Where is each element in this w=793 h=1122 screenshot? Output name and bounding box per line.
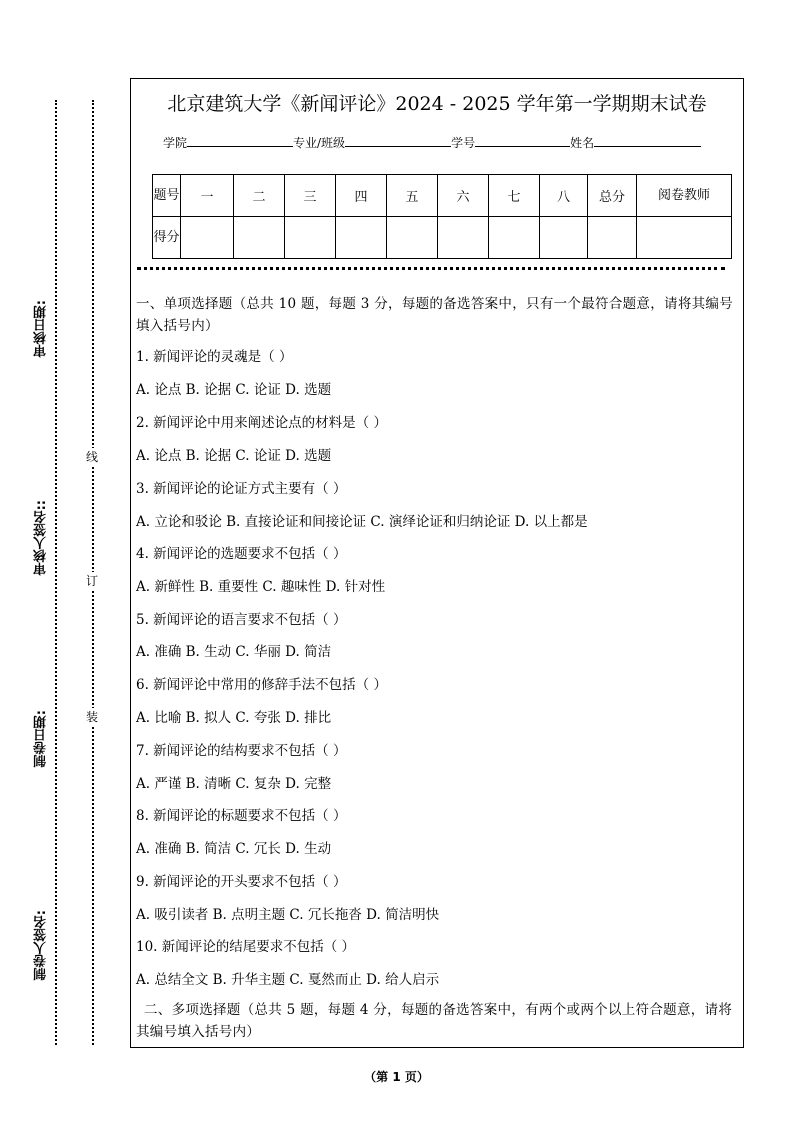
section2-heading: 二、多项选择题（总共 5 题，每题 4 分，每题的备选答案中，有两个或两个以上符合题意，请将其编号填入括号内） <box>136 1002 733 1040</box>
score-cell-3[interactable] <box>285 217 336 259</box>
exam-frame <box>130 78 744 1048</box>
q9-options: A. 吸引读者 B. 点明主题 C. 冗长拖沓 D. 简洁明快 <box>136 907 440 923</box>
score-header: 得分 <box>153 217 181 259</box>
q7-stem: 7. 新闻评论的结构要求不包括（ ） <box>136 743 347 759</box>
q5-options: A. 准确 B. 生动 C. 华丽 D. 简洁 <box>136 644 332 660</box>
binding-glyph-line: 线 <box>86 450 99 464</box>
q2-stem: 2. 新闻评论中用来阐述论点的材料是（ ） <box>136 415 387 431</box>
col-head-3: 三 <box>285 175 336 217</box>
q3-stem: 3. 新闻评论的论证方式主要有（ ） <box>136 481 347 497</box>
major-label: 专业/班级 <box>293 136 346 150</box>
q8-stem: 8. 新闻评论的标题要求不包括（ ） <box>136 808 347 824</box>
binding-dotted-line-outer <box>55 100 57 1045</box>
college-field[interactable] <box>187 134 293 147</box>
q2-options: A. 论点 B. 论据 C. 论证 D. 选题 <box>136 448 332 464</box>
major-field[interactable] <box>345 134 451 147</box>
exam-title: 北京建筑大学《新闻评论》2024 - 2025 学年第一学期期末试卷 <box>167 93 707 115</box>
grader-cell[interactable] <box>637 217 732 259</box>
col-head-7: 七 <box>489 175 540 217</box>
score-cell-7[interactable] <box>489 217 540 259</box>
student-info-row <box>163 134 701 151</box>
score-cell-total[interactable] <box>588 217 637 259</box>
score-cell-5[interactable] <box>387 217 438 259</box>
score-table-row-question <box>153 175 732 217</box>
col-head-2: 二 <box>234 175 285 217</box>
q8-options: A. 准确 B. 简洁 C. 冗长 D. 生动 <box>136 841 332 857</box>
review-date-label: 审核日期: <box>34 300 49 358</box>
q10-stem: 10. 新闻评论的结尾要求不包括（ ） <box>136 939 356 955</box>
binding-glyph-bind: 订 <box>86 574 99 588</box>
q6-options: A. 比喻 B. 拟人 C. 夸张 D. 排比 <box>136 710 332 726</box>
q9-stem: 9. 新闻评论的开头要求不包括（ ） <box>136 874 347 890</box>
col-head-total: 总分 <box>588 175 637 217</box>
dotted-separator <box>137 267 725 270</box>
col-head-4: 四 <box>336 175 387 217</box>
col-head-1: 一 <box>181 175 234 217</box>
q4-options: A. 新鲜性 B. 重要性 C. 趣味性 D. 针对性 <box>136 579 386 595</box>
score-cell-4[interactable] <box>336 217 387 259</box>
page-number: （第 1 页） <box>364 1070 429 1084</box>
q7-options: A. 严谨 B. 清晰 C. 复杂 D. 完整 <box>136 776 332 792</box>
college-label: 学院 <box>163 136 188 150</box>
reviewer-sign-label: 审核人签名:: <box>34 500 49 576</box>
student-id-label: 学号 <box>451 136 476 150</box>
name-label: 姓名 <box>570 136 595 150</box>
question-number-header: 题号 <box>153 175 181 217</box>
score-cell-6[interactable] <box>438 217 489 259</box>
name-field[interactable] <box>594 134 701 147</box>
q1-stem: 1. 新闻评论的灵魂是（ ） <box>136 349 293 365</box>
q6-stem: 6. 新闻评论中常用的修辞手法不包括（ ） <box>136 677 387 693</box>
col-head-8: 八 <box>540 175 588 217</box>
student-id-field[interactable] <box>475 134 570 147</box>
grader-header: 阅卷教师 <box>637 175 732 217</box>
col-head-6: 六 <box>438 175 489 217</box>
score-cell-1[interactable] <box>181 217 234 259</box>
score-cell-2[interactable] <box>234 217 285 259</box>
q3-options: A. 立论和驳论 B. 直接论证和间接论证 C. 演绎论证和归纳论证 D. 以上都是 <box>136 514 588 530</box>
q4-stem: 4. 新闻评论的选题要求不包括（ ） <box>136 546 347 562</box>
score-table <box>152 174 732 259</box>
q10-options: A. 总结全文 B. 升华主题 C. 戛然而止 D. 给人启示 <box>136 972 440 988</box>
compile-date-label: 制卷日期: <box>34 710 49 768</box>
score-cell-8[interactable] <box>540 217 588 259</box>
section1-heading: 一、单项选择题（总共 10 题，每题 3 分，每题的备选答案中，只有一个最符合题意，请将其编号填入括号内） <box>136 296 734 334</box>
q1-options: A. 论点 B. 论据 C. 论证 D. 选题 <box>136 382 332 398</box>
q5-stem: 5. 新闻评论的语言要求不包括（ ） <box>136 612 347 628</box>
binding-glyph-install: 装 <box>86 710 99 724</box>
col-head-5: 五 <box>387 175 438 217</box>
compiler-sign-label: 制卷人签名: <box>34 910 49 981</box>
score-table-row-score <box>153 217 732 259</box>
